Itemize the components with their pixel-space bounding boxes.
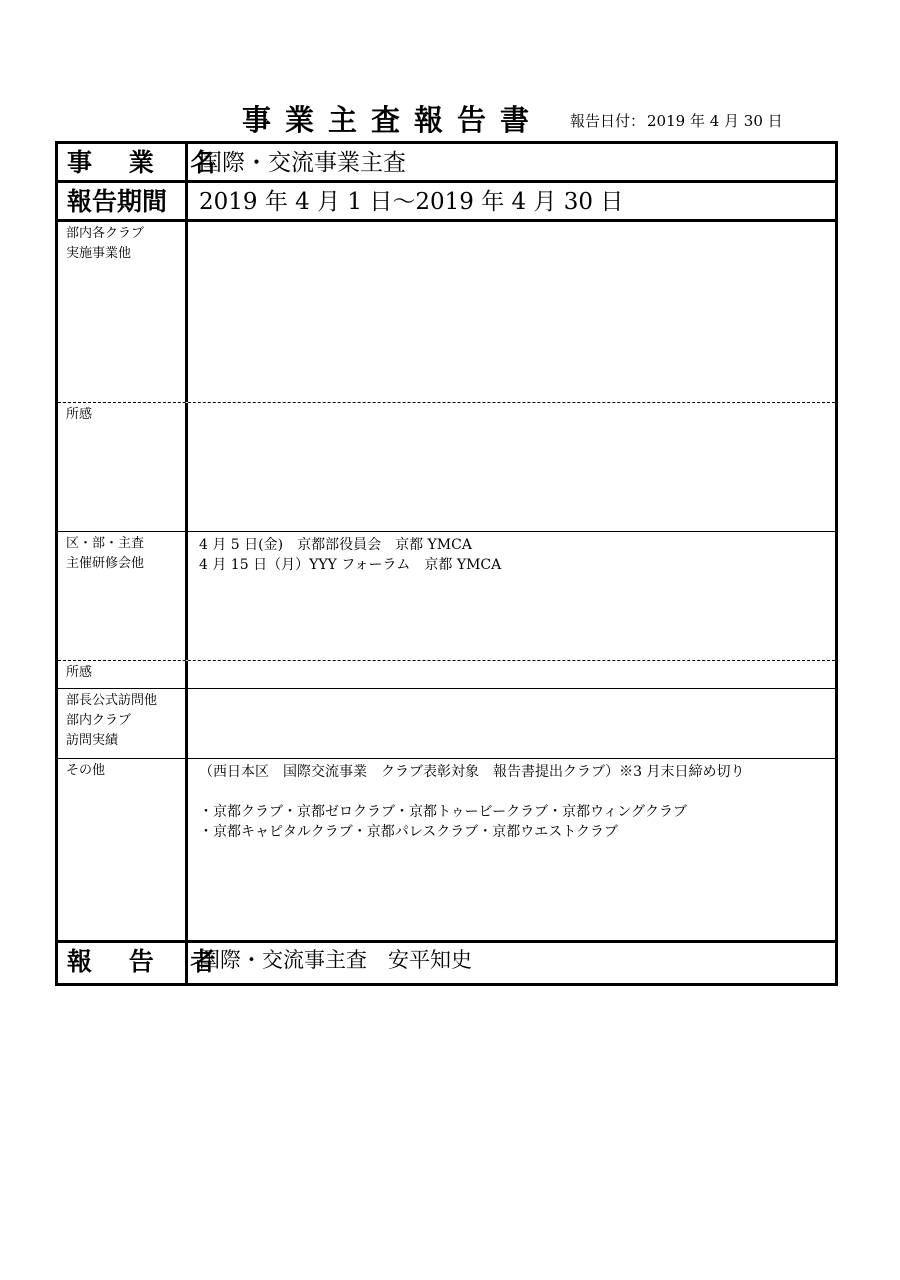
impression-label-2: 所感 [58, 661, 188, 688]
reporter-label: 報 告 者 [58, 943, 188, 983]
visits-row [58, 689, 835, 759]
report-date [570, 110, 783, 131]
impression-value-1 [191, 403, 835, 531]
club-events-label-line: 実施事業他 [66, 246, 132, 261]
other-row [58, 759, 835, 943]
other-note: （西日本区 国際交流事業 クラブ表彰対象 報告書提出クラブ）※3 月末日締め切り [199, 764, 745, 780]
report-period-value: 2019 年 4 月 1 日～2019 年 4 月 30 日 [199, 189, 624, 215]
page-title: 事業主査報告書 [242, 103, 544, 137]
report-form [55, 141, 838, 986]
district-events-label [58, 532, 188, 660]
district-events-value [191, 532, 835, 660]
reporter-value: 国際・交流事主査 安平知史 [199, 948, 472, 972]
impression-value-2 [191, 661, 835, 688]
visits-label-line: 部長公式訪問他 [66, 693, 158, 708]
district-events-label-line: 主催研修会他 [66, 556, 145, 571]
visits-label-line: 訪問実績 [66, 733, 119, 748]
club-events-row [58, 222, 835, 403]
club-events-label-line: 部内各クラブ [66, 226, 145, 241]
report-date-label: 報告日付： [570, 112, 646, 130]
impression-row-2 [58, 661, 835, 689]
club-list-line: ・京都クラブ・京都ゼロクラブ・京都トゥービークラブ・京都ウィングクラブ [199, 804, 687, 820]
spacer [199, 782, 835, 802]
district-event-entry: 4 月 5 日(金) 京都部役員会 京都 YMCA [199, 537, 472, 553]
visits-label [58, 689, 188, 758]
business-name-label: 事 業 名 [58, 144, 188, 180]
club-events-label [58, 222, 188, 402]
other-value [191, 759, 835, 940]
report-period-label: 報告期間 [58, 183, 188, 219]
report-date-value: 2019 年 4 月 30 日 [647, 112, 783, 130]
club-events-value [191, 222, 835, 402]
impression-label-1: 所感 [58, 403, 188, 531]
district-events-label-line: 区・部・主査 [66, 536, 145, 551]
business-name-value: 国際・交流事業主査 [199, 150, 406, 176]
reporter-row [58, 943, 835, 983]
club-list-line: ・京都キャピタルクラブ・京都パレスクラブ・京都ウエストクラブ [199, 824, 619, 840]
report-period-row [58, 183, 835, 222]
district-events-row [58, 532, 835, 661]
district-event-entry: 4 月 15 日（月）YYY フォーラム 京都 YMCA [199, 557, 502, 573]
other-label: その他 [58, 759, 188, 940]
visits-label-line: 部内クラブ [66, 713, 132, 728]
business-name-row [58, 144, 835, 183]
visits-value [191, 689, 835, 758]
impression-row-1 [58, 403, 835, 532]
